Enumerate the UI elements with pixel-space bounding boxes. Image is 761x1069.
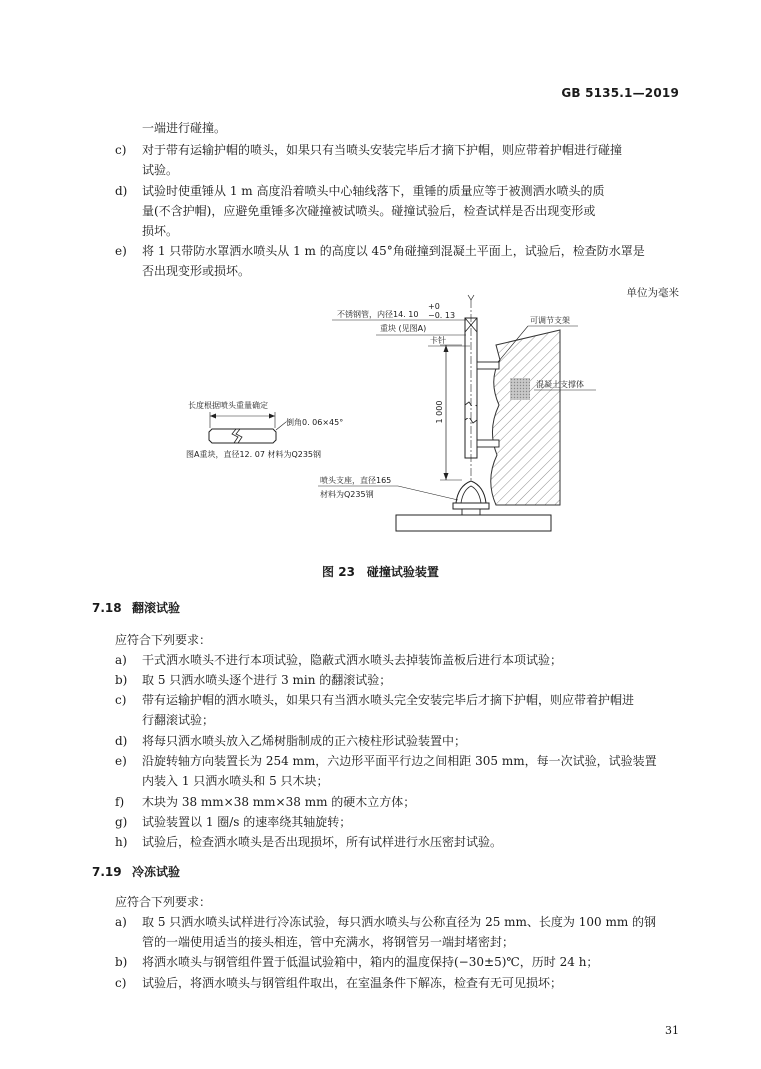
s718-a-line-0: 干式洒水喷头不进行本项试验，隐蔽式洒水喷头去掉装饰盖板后进行本项试验；	[142, 653, 563, 667]
sprinkler-seat-shape	[456, 481, 486, 503]
bracket-arm-lower	[477, 440, 499, 447]
s718-b-label: b)	[115, 673, 128, 687]
top-item-3-line-0: 将 1 只带防水罩洒水喷头从 1 m 的高度以 45°角碰撞到混凝土平面上，试验后，检查防水罩是	[142, 244, 645, 258]
s718-h-label: h)	[115, 835, 128, 849]
s719-a-line-1: 管的一端使用适当的接头相连，管中充满水，将钢管另一端封堵密封；	[142, 935, 515, 949]
unit-note: 单位为毫米	[626, 287, 679, 299]
top-item-3-line-1: 否出现变形或损坏。	[142, 264, 251, 278]
section-title: 冷冻试验	[132, 865, 181, 879]
section-number: 7.18	[92, 601, 122, 615]
page-number: 31	[665, 1024, 679, 1037]
s719-a-line-0: 取 5 只洒水喷头试样进行冷冻试验，每只洒水喷头与公称直径为 25 mm、长度为 100 mm 的钢	[142, 915, 657, 929]
tube-tolerance-plus: +0	[428, 302, 440, 311]
s719-c-line-0: 试验后，将洒水喷头与钢管组件取出，在室温条件下解冻，检查有无可见损坏；	[142, 976, 563, 990]
tube-label: 不锈钢管，内径14. 10	[337, 310, 419, 319]
s718-f-label: f)	[115, 795, 125, 809]
s719-c-label: c)	[115, 976, 127, 990]
bracket-arm-upper	[477, 362, 499, 369]
top-item-2-line-1: 量(不含护帽)，应避免重锤多次碰撞被试喷头。碰撞试验后，检查试样是否出现变形或	[142, 204, 596, 218]
s718-g-line-0: 试验装置以 1 圈/s 的速率绕其轴旋转；	[142, 815, 352, 829]
tube-tolerance-minus: −0. 13	[428, 311, 456, 320]
s718-e-line-1: 内装入 1 只洒水喷头和 5 只木块；	[142, 774, 329, 788]
chamfer-label: 倒角0. 06×45°	[286, 418, 344, 427]
top-item-1-label: c)	[115, 143, 127, 157]
section-7-19-heading	[92, 863, 180, 880]
s719-b-label: b)	[115, 955, 128, 969]
concrete-dot-fill	[510, 378, 530, 400]
top-item-2-label: d)	[115, 184, 128, 198]
concrete-support-shape	[491, 330, 560, 505]
s718-f-line-0: 木块为 38 mm×38 mm×38 mm 的硬木立方体；	[142, 795, 416, 809]
figure-a-caption: 图A重块，直径12. 07 材料为Q235钢	[186, 450, 322, 459]
s718-g-label: g)	[115, 815, 128, 829]
s719-b-line-0: 将洒水喷头与钢管组件置于低温试验箱中，箱内的温度保持(−30±5)℃，历时 24 h；	[142, 955, 599, 969]
section-7-18-heading	[92, 599, 180, 616]
s718-d-label: d)	[115, 734, 128, 748]
top-item-0-line-0: 一端进行碰撞。	[142, 121, 227, 135]
top-item-3-label: e)	[115, 244, 127, 258]
concrete-label: 混凝土支撑体	[536, 380, 584, 389]
seat-label-line1: 喷头支座，直径165	[320, 476, 392, 485]
pin-label: 卡针	[430, 336, 446, 345]
s718-a-label: a)	[115, 653, 127, 667]
s718-e-label: e)	[115, 754, 127, 768]
weight-label: 重块 (见图A)	[380, 324, 427, 333]
top-item-2-line-0: 试验时使重锤从 1 m 高度沿着喷头中心轴线落下，重锤的质量应等于被测洒水喷头的质	[142, 184, 605, 198]
section-7-18-intro: 应符合下列要求：	[115, 633, 212, 647]
base-plate	[396, 515, 551, 531]
s718-e-line-0: 沿旋转轴方向装置长为 254 mm，六边形平面平行边之间相距 305 mm，每一次试验，试验装置	[142, 754, 657, 768]
s718-h-line-0: 试验后，检查洒水喷头是否出现损坏，所有试样进行水压密封试验。	[142, 835, 503, 849]
seat-label-line2: 材料为Q235钢	[320, 490, 374, 499]
s718-c-line-1: 行翻滚试验；	[142, 713, 215, 727]
s718-b-line-0: 取 5 只洒水喷头逐个进行 3 min 的翻滚试验；	[142, 673, 392, 687]
section-number: 7.19	[92, 865, 122, 879]
weight-block-shape	[209, 429, 276, 443]
s718-c-label: c)	[115, 693, 127, 707]
top-item-2-line-2: 损坏。	[142, 224, 179, 238]
top-item-1-line-1: 试验。	[142, 163, 179, 177]
s718-c-line-0: 带有运输护帽的洒水喷头，如果只有当洒水喷头完全安装完毕后才摘下护帽，则应带着护帽进	[142, 693, 635, 707]
s718-d-line-0: 将每只洒水喷头放入乙烯树脂制成的正六棱柱形试验装置中；	[142, 734, 467, 748]
section-title: 翻滚试验	[132, 601, 181, 615]
length-rule-label: 长度根据喷头重量确定	[188, 401, 268, 410]
figure-caption: 图 23 碰撞试验装置	[322, 565, 439, 579]
dimension-text: 1 000	[435, 400, 444, 424]
s719-a-label: a)	[115, 915, 127, 929]
top-item-1-line-0: 对于带有运输护帽的喷头，如果只有当喷头安装完毕后才摘下护帽，则应带着护帽进行碰撞	[142, 143, 623, 157]
section-7-19-intro: 应符合下列要求：	[115, 895, 212, 909]
bracket-label: 可调节支架	[530, 316, 570, 325]
standard-id: GB 5135.1—2019	[561, 86, 679, 100]
